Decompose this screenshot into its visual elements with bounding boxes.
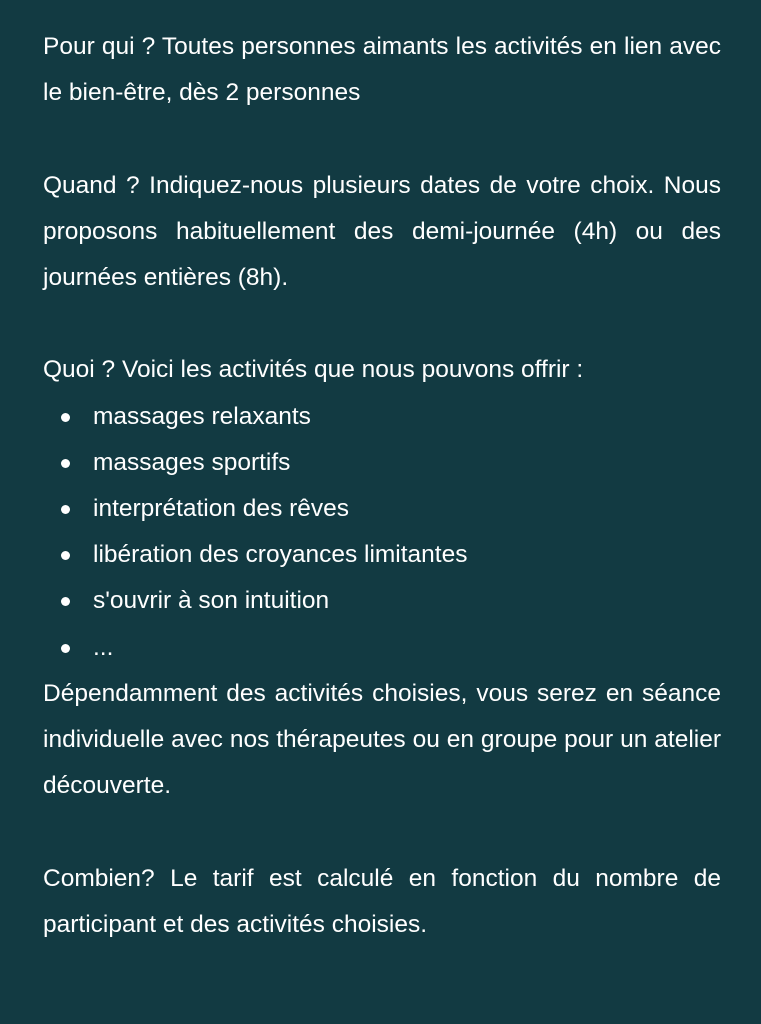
spacer (43, 301, 721, 347)
list-item: libération des croyances limitantes (43, 532, 721, 578)
list-item: massages relaxants (43, 394, 721, 440)
pour-qui-paragraph: Pour qui ? Toutes personnes aimants les activités en lien avec le bien-être, dès 2 personnes (43, 33, 721, 107)
spacer (43, 116, 721, 162)
quand-paragraph: Quand ? Indiquez-nous plusieurs dates de votre choix. Nous proposons habituellement des demi-journée (4h) ou des journées entières (8h). (43, 171, 721, 291)
combien-paragraph: Combien? Le tarif est calculé en fonction du nombre de participant et des activités choisies. (43, 864, 721, 938)
dependamment-paragraph: Dépendamment des activités choisies, vous serez en séance individuelle avec nos thérapeutes ou en groupe pour un atelier découverte. (43, 679, 721, 800)
list-item: interprétation des rêves (43, 486, 721, 532)
list-item: ... (43, 625, 721, 671)
list-item: s'ouvrir à son intuition (43, 578, 721, 624)
quoi-paragraph: Quoi ? Voici les activités que nous pouvons offrir : (43, 356, 584, 384)
activities-list (43, 394, 721, 671)
list-item: massages sportifs (43, 440, 721, 486)
spacer (43, 809, 721, 855)
